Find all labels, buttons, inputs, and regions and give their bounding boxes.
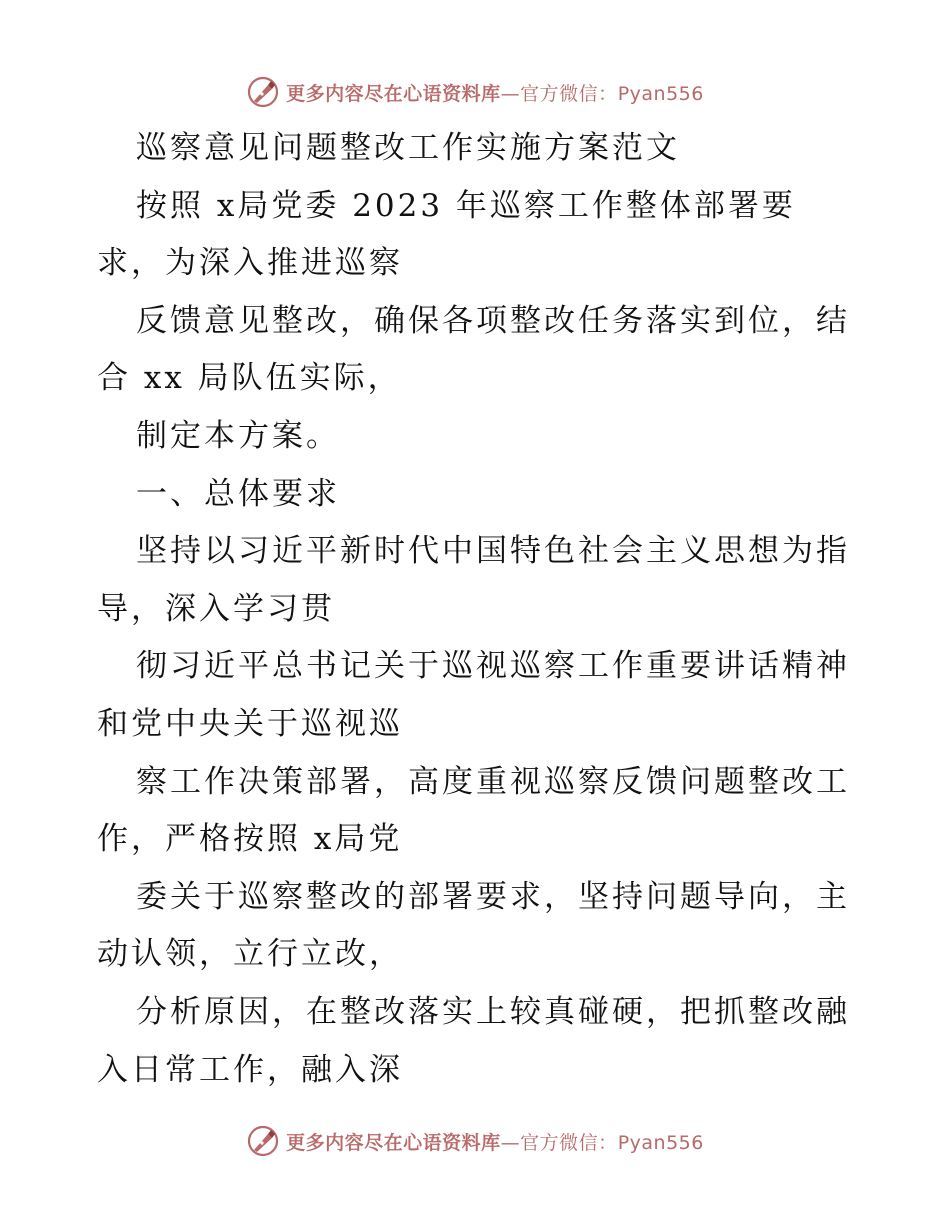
watermark-text <box>286 79 704 106</box>
paragraph-line: 动认领，立行立改， <box>97 936 403 973</box>
document-body <box>97 120 857 1099</box>
paragraph-line: 求，为深入推进巡察 <box>97 245 403 282</box>
watermark-wechat-id: Pyan556 <box>617 82 704 105</box>
pen-nib-circle-icon <box>246 1124 280 1158</box>
paragraph-line: 按照 x局党委 2023 年巡察工作整体部署要 <box>136 187 796 224</box>
watermark-header <box>0 72 950 112</box>
paragraph-line: 入日常工作，融入深 <box>97 1051 403 1088</box>
watermark-footer <box>0 1121 950 1161</box>
paragraph-line: 导，深入学习贯 <box>97 590 335 627</box>
paragraph-line: 巡察意见问题整改工作实施方案范文 <box>136 130 680 166</box>
paragraph-line: 合 xx 局队伍实际， <box>97 360 402 397</box>
paragraph-line: 委关于巡察整改的部署要求，坚持问题导向，主 <box>136 878 850 915</box>
watermark-main: 更多内容尽在心语资料库 <box>286 1131 501 1154</box>
paragraph-line: 和党中央关于巡视巡 <box>97 705 403 742</box>
watermark-separator: — <box>500 82 521 105</box>
watermark-main: 更多内容尽在心语资料库 <box>286 82 501 105</box>
pen-nib-circle-icon <box>246 75 280 109</box>
paragraph-line: 制定本方案。 <box>136 417 340 454</box>
paragraph-line: 分析原因，在整改落实上较真碰硬，把抓整改融 <box>136 993 850 1030</box>
watermark-wechat-id: Pyan556 <box>617 1131 704 1154</box>
watermark-wechat-label: 官方微信： <box>520 82 618 105</box>
paragraph-line: 一、总体要求 <box>136 475 340 512</box>
paragraph-line: 反馈意见整改，确保各项整改任务落实到位，结 <box>136 302 850 339</box>
watermark-text <box>286 1128 704 1155</box>
watermark-separator: — <box>500 1131 521 1154</box>
watermark-wechat-label: 官方微信： <box>520 1131 618 1154</box>
paragraph-line: 彻习近平总书记关于巡视巡察工作重要讲话精神 <box>136 648 850 685</box>
paragraph-line: 坚持以习近平新时代中国特色社会主义思想为指 <box>136 533 850 570</box>
paragraph-line: 察工作决策部署，高度重视巡察反馈问题整改工 <box>136 763 850 800</box>
paragraph-line: 作，严格按照 x局党 <box>97 821 403 858</box>
